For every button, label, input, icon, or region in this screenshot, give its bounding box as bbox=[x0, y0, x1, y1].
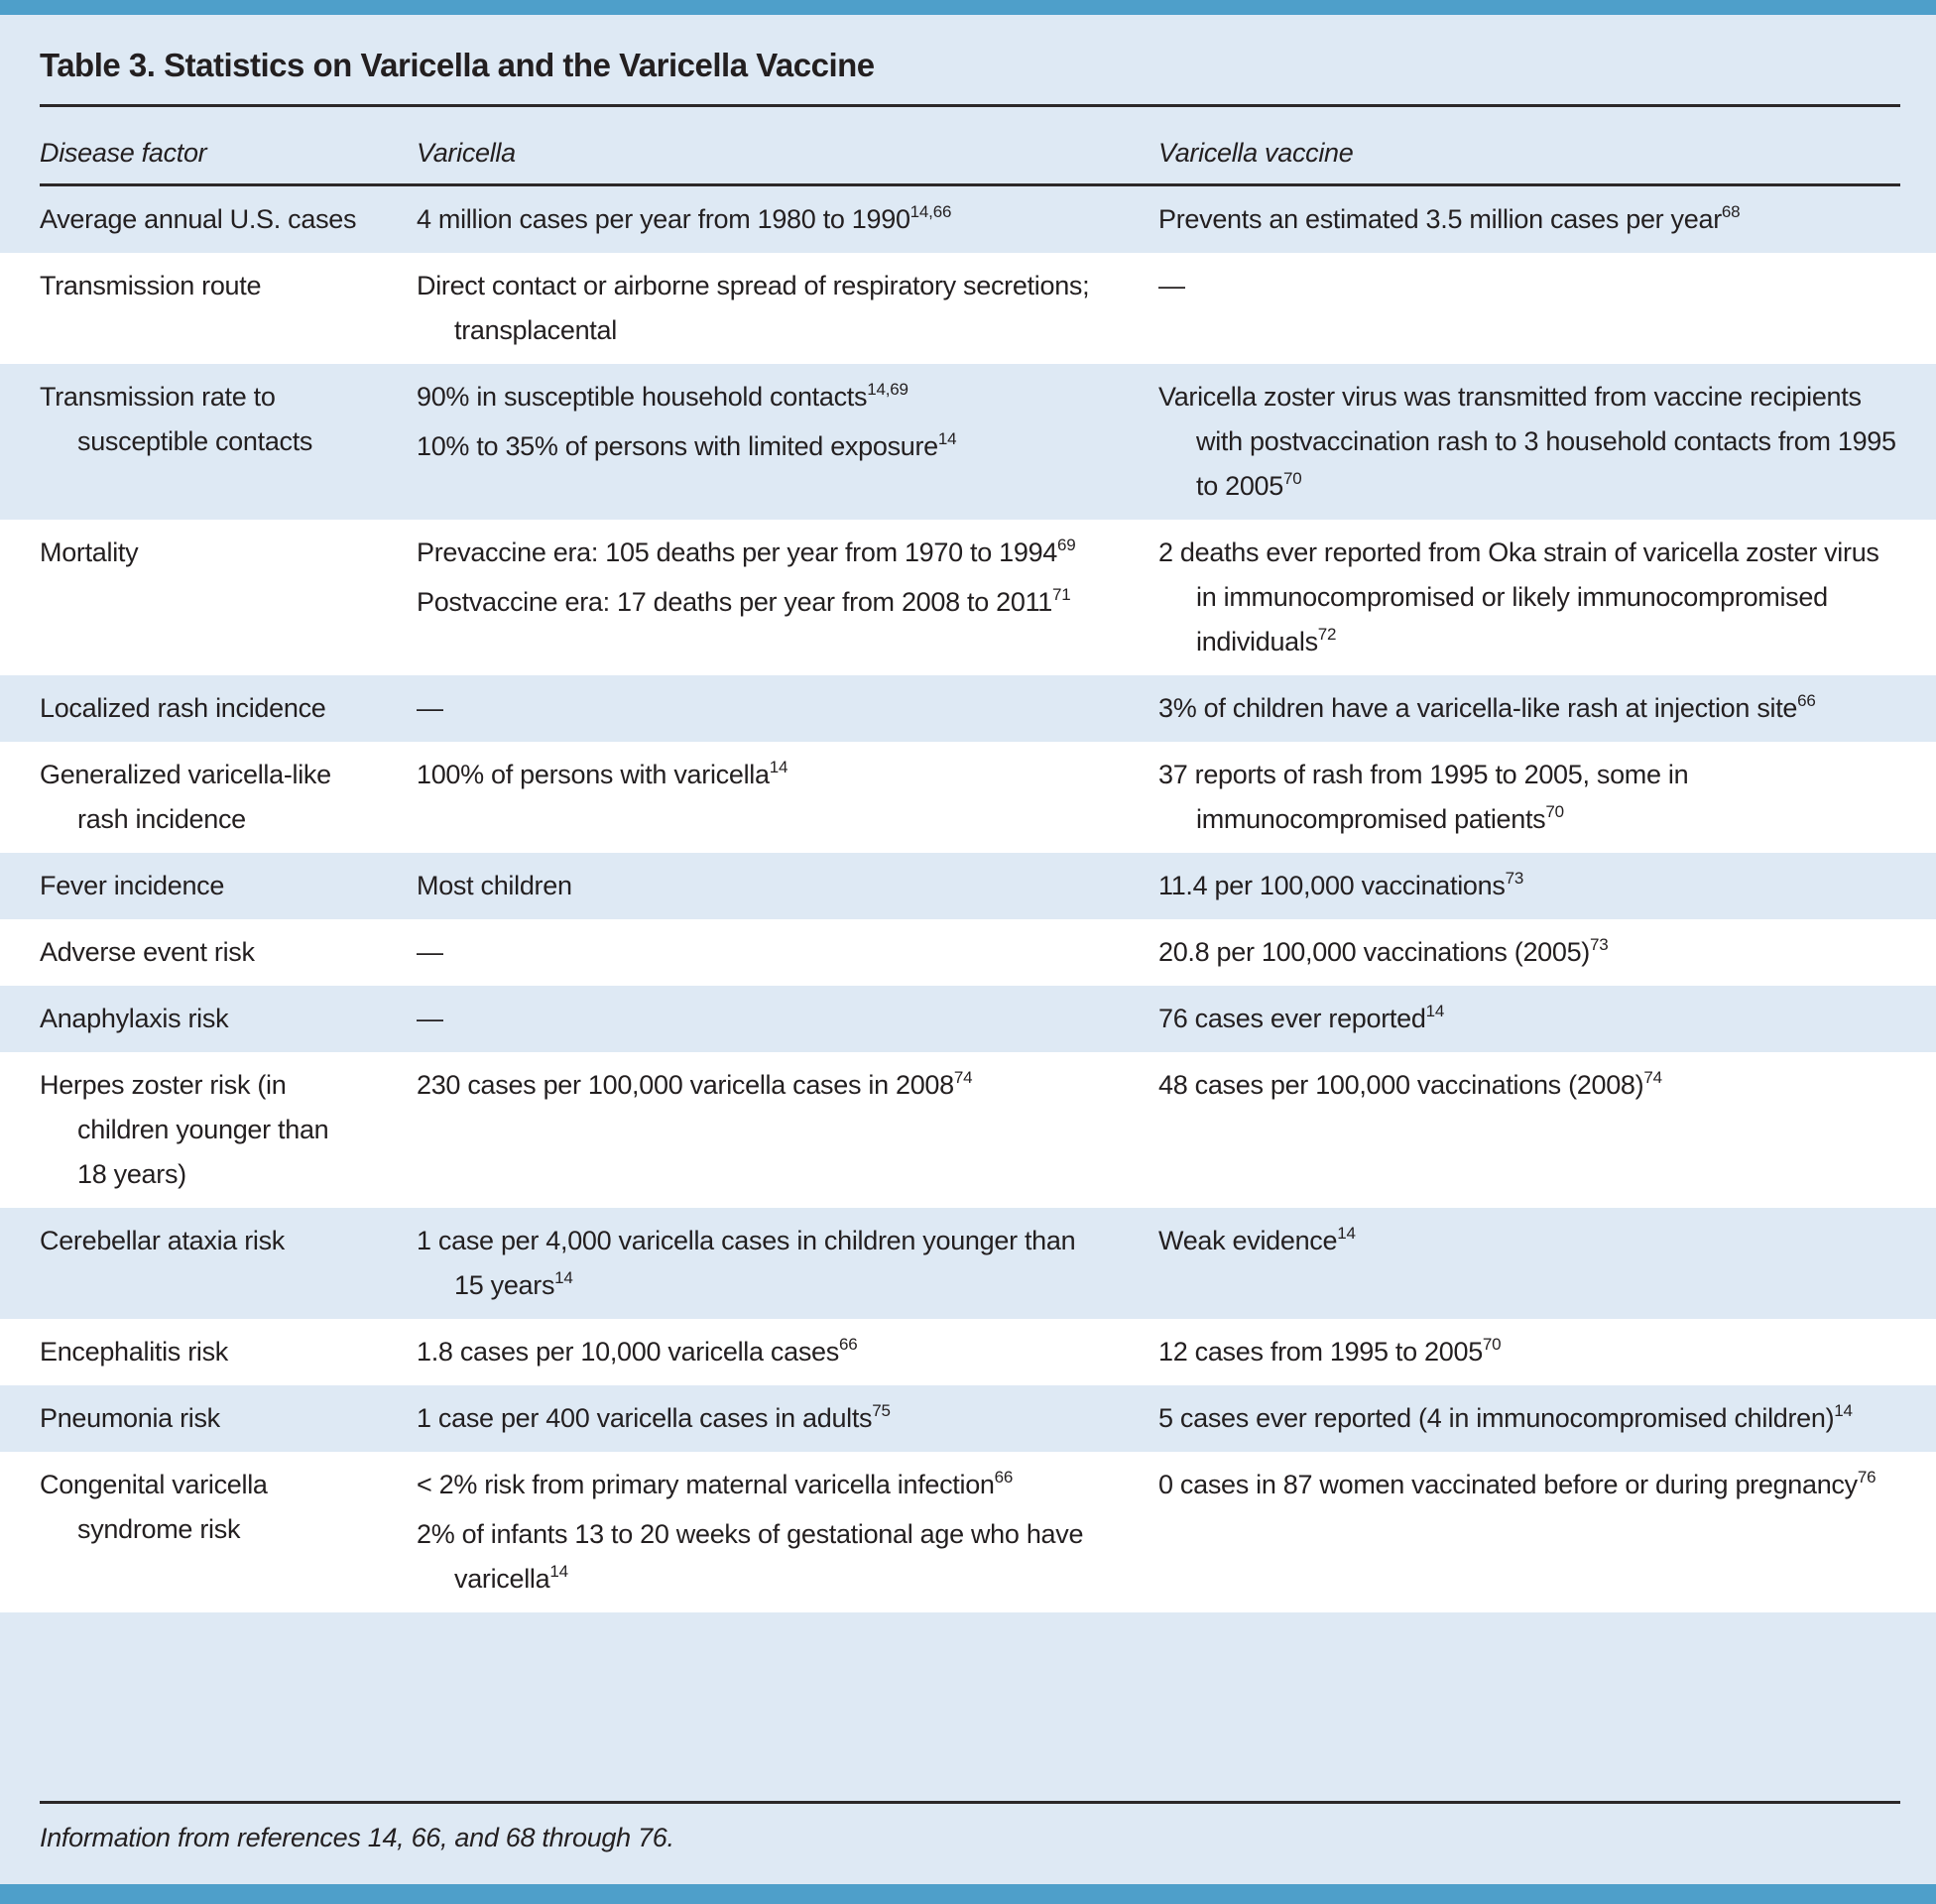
reference-superscript: 69 bbox=[1057, 536, 1076, 554]
cell-disease-factor bbox=[40, 375, 357, 509]
cell-paragraph: Encephalitis risk bbox=[40, 1337, 228, 1367]
table-row bbox=[0, 742, 1936, 853]
cell-disease-factor bbox=[40, 531, 357, 664]
cell-paragraph: 37 reports of rash from 1995 to 2005, some in immunocompromised patients$^{70}$ bbox=[1158, 760, 1689, 834]
cell-varicella bbox=[417, 864, 1099, 908]
cell-paragraph: Generalized varicella-like rash incidence bbox=[40, 760, 331, 834]
cell-varicella-vaccine bbox=[1158, 686, 1900, 731]
cell-paragraph: 5 cases ever reported (4 in immunocompromised children)$^{14}$ bbox=[1158, 1401, 1853, 1433]
cell-disease-factor bbox=[40, 686, 357, 731]
cell-paragraph: Prevents an estimated 3.5 million cases per year$^{68}$ bbox=[1158, 202, 1741, 234]
cell-varicella-vaccine bbox=[1158, 1463, 1900, 1602]
reference-superscript: 14 bbox=[554, 1268, 573, 1287]
table-row bbox=[0, 919, 1936, 986]
cell-disease-factor bbox=[40, 930, 357, 975]
cell-paragraph: 11.4 per 100,000 vaccinations$^{73}$ bbox=[1158, 869, 1524, 900]
table-title-block bbox=[0, 15, 1936, 104]
cell-paragraph: — bbox=[417, 937, 443, 967]
cell-paragraph: 230 cases per 100,000 varicella cases in 2008$^{74}$ bbox=[417, 1068, 973, 1100]
top-accent-bar bbox=[0, 0, 1936, 15]
cell-varicella-vaccine bbox=[1158, 930, 1900, 975]
cell-paragraph: Direct contact or airborne spread of respiratory secretions; transplacental bbox=[417, 271, 1090, 345]
reference-superscript: 14,66 bbox=[909, 202, 952, 221]
reference-superscript: 66 bbox=[1797, 691, 1816, 710]
cell-paragraph: Prevaccine era: 105 deaths per year from 1970 to 1994$^{69}$ bbox=[417, 536, 1076, 567]
reference-superscript: 75 bbox=[872, 1401, 891, 1420]
cell-varicella bbox=[417, 1219, 1099, 1308]
reference-superscript: 14 bbox=[549, 1562, 568, 1581]
table-row bbox=[0, 253, 1936, 364]
reference-superscript: 66 bbox=[838, 1335, 858, 1354]
cell-paragraph: < 2% risk from primary maternal varicella infection$^{66}$ bbox=[417, 1468, 1014, 1499]
table-row bbox=[0, 1052, 1936, 1208]
reference-superscript: 14 bbox=[1425, 1002, 1445, 1020]
reference-superscript: 14 bbox=[937, 429, 957, 448]
cell-paragraph: Transmission rate to susceptible contacts bbox=[40, 382, 313, 456]
cell-paragraph: 4 million cases per year from 1980 to 1990$^{14,66}$ bbox=[417, 202, 952, 234]
reference-superscript: 70 bbox=[1482, 1335, 1502, 1354]
cell-varicella bbox=[417, 264, 1099, 353]
cell-paragraph: Herpes zoster risk (in children younger than 18 years) bbox=[40, 1070, 329, 1189]
cell-paragraph: Pneumonia risk bbox=[40, 1403, 220, 1433]
cell-disease-factor bbox=[40, 1063, 357, 1197]
cell-disease-factor bbox=[40, 1463, 357, 1602]
table-body bbox=[0, 186, 1936, 1612]
cell-paragraph: 48 cases per 100,000 vaccinations $(2008)^{74}$ bbox=[1158, 1068, 1662, 1100]
cell-varicella bbox=[417, 997, 1099, 1041]
table-row bbox=[0, 986, 1936, 1052]
cell-disease-factor bbox=[40, 997, 357, 1041]
reference-superscript: 71 bbox=[1052, 585, 1071, 604]
cell-paragraph: 20.8 per 100,000 vaccinations $(2005)^{73}$ bbox=[1158, 935, 1609, 967]
cell-paragraph: 3% of children have a varicella-like rash at injection site$^{66}$ bbox=[1158, 691, 1816, 723]
cell-varicella-vaccine bbox=[1158, 1396, 1900, 1441]
cell-varicella bbox=[417, 375, 1099, 509]
footnote-block bbox=[0, 1771, 1936, 1884]
table-footnote: Information from references 14, 66, and 68 through 76. bbox=[40, 1823, 674, 1852]
cell-varicella bbox=[417, 1463, 1099, 1602]
cell-paragraph: Average annual U.S. cases bbox=[40, 204, 357, 234]
cell-paragraph: Anaphylaxis risk bbox=[40, 1004, 229, 1033]
cell-varicella bbox=[417, 531, 1099, 664]
cell-varicella bbox=[417, 197, 1099, 242]
cell-paragraph: — bbox=[417, 693, 443, 723]
reference-superscript: 70 bbox=[1282, 469, 1302, 488]
table-row bbox=[0, 1452, 1936, 1612]
cell-disease-factor bbox=[40, 264, 357, 353]
table-row bbox=[0, 520, 1936, 675]
cell-paragraph: Weak evidence$^{14}$ bbox=[1158, 1224, 1356, 1255]
cell-varicella-vaccine bbox=[1158, 197, 1900, 242]
cell-varicella-vaccine bbox=[1158, 864, 1900, 908]
table-row bbox=[0, 1208, 1936, 1319]
cell-varicella bbox=[417, 1063, 1099, 1197]
reference-superscript: 66 bbox=[994, 1468, 1014, 1487]
cell-varicella-vaccine bbox=[1158, 997, 1900, 1041]
reference-superscript: 14,69 bbox=[867, 380, 908, 399]
cell-varicella-vaccine bbox=[1158, 264, 1900, 353]
cell-paragraph: 1 case per 400 varicella cases in adults$^{75}$ bbox=[417, 1401, 891, 1433]
cell-paragraph: — bbox=[417, 1004, 443, 1033]
cell-disease-factor bbox=[40, 864, 357, 908]
reference-superscript: 72 bbox=[1317, 625, 1337, 644]
cell-paragraph: Mortality bbox=[40, 537, 139, 567]
table-row bbox=[0, 853, 1936, 919]
cell-paragraph: Most children bbox=[417, 871, 572, 900]
cell-varicella-vaccine bbox=[1158, 531, 1900, 664]
cell-paragraph: Fever incidence bbox=[40, 871, 225, 900]
cell-disease-factor bbox=[40, 753, 357, 842]
cell-varicella-vaccine bbox=[1158, 1330, 1900, 1374]
cell-paragraph: 0 cases in 87 women vaccinated before or during pregnancy$^{76}$ bbox=[1158, 1468, 1876, 1499]
cell-varicella bbox=[417, 930, 1099, 975]
reference-superscript: 73 bbox=[1505, 869, 1524, 888]
table-title: Table 3. Statistics on Varicella and the Varicella Vaccine bbox=[40, 47, 875, 83]
cell-paragraph: 10% to 35% of persons with limited exposure$^{14}$ bbox=[417, 429, 957, 461]
cell-paragraph: Adverse event risk bbox=[40, 937, 255, 967]
cell-paragraph: 12 cases from 1995 to 2005$^{70}$ bbox=[1158, 1335, 1502, 1367]
cell-paragraph: 100% of persons with varicella$^{14}$ bbox=[417, 758, 788, 789]
reference-superscript: 68 bbox=[1721, 202, 1741, 221]
table-row bbox=[0, 364, 1936, 520]
cell-paragraph: Congenital varicella syndrome risk bbox=[40, 1470, 268, 1544]
reference-superscript: 14 bbox=[1834, 1401, 1853, 1420]
column-header-varicella-vaccine: Varicella vaccine bbox=[1158, 138, 1354, 168]
cell-varicella bbox=[417, 753, 1099, 842]
reference-superscript: 76 bbox=[1857, 1468, 1876, 1487]
reference-superscript: 74 bbox=[1643, 1068, 1662, 1087]
cell-paragraph: Cerebellar ataxia risk bbox=[40, 1226, 285, 1255]
cell-varicella-vaccine bbox=[1158, 753, 1900, 842]
cell-varicella bbox=[417, 686, 1099, 731]
table-row bbox=[0, 1385, 1936, 1452]
cell-paragraph: 2% of infants 13 to 20 weeks of gestational age who have varicella$^{14}$ bbox=[417, 1519, 1084, 1594]
cell-paragraph: Transmission route bbox=[40, 271, 262, 300]
bottom-accent-bar bbox=[0, 1884, 1936, 1904]
cell-varicella bbox=[417, 1330, 1099, 1374]
table-row bbox=[0, 1319, 1936, 1385]
cell-varicella-vaccine bbox=[1158, 375, 1900, 509]
reference-superscript: 70 bbox=[1545, 802, 1564, 821]
column-header-row bbox=[0, 107, 1936, 183]
reference-superscript: 14 bbox=[1337, 1224, 1356, 1243]
reference-superscript: 14 bbox=[769, 758, 788, 776]
table-row bbox=[0, 675, 1936, 742]
cell-varicella-vaccine bbox=[1158, 1219, 1900, 1308]
cell-paragraph: Varicella zoster virus was transmitted from vaccine recipients with postvaccination rash to 3 household contacts from 1995 to 2005$^{70}$ bbox=[1158, 382, 1896, 501]
cell-disease-factor bbox=[40, 1219, 357, 1308]
column-header-disease-factor: Disease factor bbox=[40, 138, 207, 168]
cell-paragraph: 2 deaths ever reported from Oka strain of varicella zoster virus in immunocompromised or likely immunocompromised individuals$^{72}$ bbox=[1158, 537, 1879, 656]
cell-varicella-vaccine bbox=[1158, 1063, 1900, 1197]
cell-disease-factor bbox=[40, 197, 357, 242]
cell-disease-factor bbox=[40, 1330, 357, 1374]
cell-paragraph: 1 case per 4,000 varicella cases in children younger than 15 years$^{14}$ bbox=[417, 1226, 1076, 1300]
cell-paragraph: 76 cases ever reported$^{14}$ bbox=[1158, 1002, 1445, 1033]
cell-paragraph: Localized rash incidence bbox=[40, 693, 326, 723]
column-header-varicella: Varicella bbox=[417, 138, 516, 168]
cell-varicella bbox=[417, 1396, 1099, 1441]
cell-paragraph: Postvaccine era: 17 deaths per year from 2008 to 2011$^{71}$ bbox=[417, 585, 1071, 617]
table-row bbox=[0, 186, 1936, 253]
cell-paragraph: 90% in susceptible household contacts$^{14,69}$ bbox=[417, 380, 908, 412]
reference-superscript: 74 bbox=[953, 1068, 973, 1087]
cell-paragraph: 1.8 cases per 10,000 varicella cases$^{66}$ bbox=[417, 1335, 858, 1367]
reference-superscript: 73 bbox=[1590, 935, 1609, 954]
cell-disease-factor bbox=[40, 1396, 357, 1441]
cell-paragraph: — bbox=[1158, 271, 1185, 300]
